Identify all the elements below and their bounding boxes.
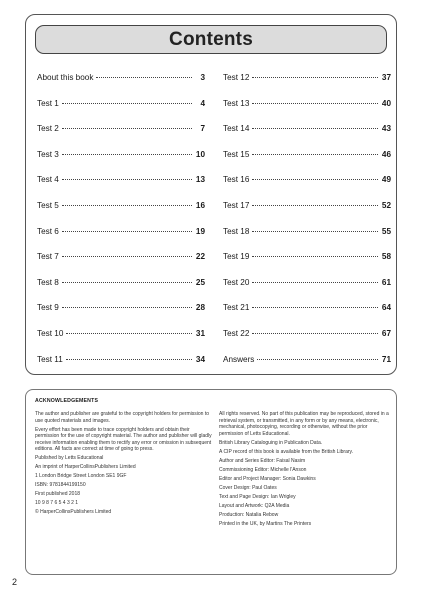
acknowledgement-paragraph: ISBN: 9781844199150 [35, 482, 86, 489]
acknowledgement-paragraph: Author and Series Editor: Faisal Nasim [219, 457, 306, 464]
toc-dot-leader [66, 333, 192, 334]
toc-dot-leader [62, 307, 192, 308]
acknowledgement-paragraph: Printed in the UK, by Martins The Printers [219, 520, 312, 527]
toc-entry [37, 329, 205, 355]
toc-entry [223, 124, 391, 150]
toc-entry [223, 99, 391, 125]
acknowledgement-paragraph: Every effort has been made to trace copyright holders and obtain their permission for the use of copyright material. The author and publisher will gladly receive information enabling them to rectify any error or omission in subsequent editions. All facts are correct at time of going to press. [35, 426, 212, 453]
toc-entry-label: Test 7 [37, 252, 59, 262]
toc-dot-leader [252, 103, 378, 104]
acknowledgement-paragraph: An imprint of HarperCollinsPublishers Limited [35, 464, 136, 471]
toc-dot-leader [257, 359, 378, 360]
toc-entry-label: Test 17 [223, 200, 250, 210]
toc-entry-label: Test 15 [223, 149, 250, 159]
toc-entry [37, 227, 205, 253]
acknowledgement-paragraph: © HarperCollinsPublishers Limited [35, 509, 112, 516]
toc-dot-leader [252, 154, 378, 155]
toc-entry [223, 355, 391, 381]
toc-entry-label: Test 12 [223, 73, 250, 82]
toc-entry [223, 73, 391, 99]
toc-entry-page: 61 [381, 277, 391, 287]
toc-entry-label: Test 11 [37, 354, 63, 364]
toc-entry-label: Test 2 [37, 124, 59, 134]
toc-entry [223, 329, 391, 355]
toc-entry-page: 64 [381, 303, 391, 313]
toc-entry [223, 227, 391, 253]
toc-entry-page: 49 [381, 175, 391, 185]
acknowledgements-panel [25, 389, 397, 575]
toc-dot-leader [252, 256, 378, 257]
toc-entry-page: 22 [195, 252, 205, 262]
toc-entry-label: Test 3 [37, 149, 59, 159]
toc-dot-leader [252, 333, 378, 334]
toc-entry-label: Test 1 [37, 98, 59, 108]
contents-title: Contents [169, 28, 253, 50]
toc-dot-leader [252, 179, 378, 180]
toc-entry-label: Test 6 [37, 226, 59, 236]
toc-dot-leader [62, 103, 192, 104]
acknowledgement-paragraph: Commissioning Editor: Michelle l'Anson [219, 466, 307, 473]
toc-entry [37, 150, 205, 176]
toc-entry-label: Test 18 [223, 226, 250, 236]
toc-entry-label: Test 19 [223, 252, 250, 262]
toc-entry-label: Test 16 [223, 175, 250, 185]
contents-panel [25, 14, 397, 375]
toc-entry [223, 201, 391, 227]
acknowledgements-left-column [35, 411, 215, 518]
toc-entry-page: 13 [195, 175, 205, 185]
toc-entry-label: Test 4 [37, 175, 59, 185]
acknowledgement-paragraph: 1 London Bridge Street London SE1 9GF [35, 473, 127, 480]
toc-entry-label: Test 22 [223, 328, 250, 338]
toc-entry [223, 303, 391, 329]
toc-dot-leader [62, 231, 192, 232]
toc-entry-page: 16 [195, 200, 205, 210]
toc-entry-label: Test 13 [223, 98, 250, 108]
toc-dot-leader [62, 128, 192, 129]
toc-entry [223, 252, 391, 278]
toc-entry-page: 10 [195, 149, 205, 159]
acknowledgements-heading: ACKNOWLEDGEMENTS [35, 398, 99, 404]
acknowledgement-paragraph: Cover Design: Paul Oates [219, 484, 277, 491]
toc-entry-label: Test 21 [223, 303, 250, 313]
toc-entry-page: 40 [381, 98, 391, 108]
acknowledgement-paragraph: Layout and Artwork: Q2A Media [219, 502, 290, 509]
toc-entry [37, 99, 205, 125]
toc-entry-page: 7 [200, 124, 205, 134]
toc-entry [37, 73, 205, 99]
page-number: 2 [12, 577, 18, 587]
toc-left-column [37, 73, 205, 380]
toc-entry [37, 201, 205, 227]
toc-entry-page: 46 [381, 149, 391, 159]
toc-entry-label: Test 5 [37, 200, 59, 210]
acknowledgement-paragraph: Production: Natalia Rebow [219, 511, 279, 518]
toc-dot-leader [62, 282, 192, 283]
toc-entry-page: 34 [195, 354, 205, 364]
acknowledgement-paragraph: Text and Page Design: Ian Wrigley [219, 493, 296, 500]
toc-dot-leader [62, 154, 192, 155]
acknowledgement-paragraph: Editor and Project Manager: Sonia Dawkins [219, 475, 316, 482]
toc-entry-label: Test 10 [37, 328, 64, 338]
toc-entry [37, 175, 205, 201]
toc-entry-page: 71 [381, 354, 391, 364]
toc-entry-label: Test 14 [223, 124, 250, 134]
acknowledgement-paragraph: The author and publisher are grateful to the copyright holders for permission to use quoted materials and images. [35, 411, 209, 424]
acknowledgements-right-column [219, 411, 391, 530]
toc-entry [223, 150, 391, 176]
toc-entry [37, 355, 205, 381]
toc-entry-label: Answers [223, 354, 255, 364]
toc-dot-leader [252, 282, 378, 283]
toc-entry-page: 43 [381, 124, 391, 134]
toc-dot-leader [66, 359, 192, 360]
toc-dot-leader [252, 231, 378, 232]
acknowledgement-paragraph: A CIP record of this book is available from the British Library. [219, 448, 354, 455]
toc-entry-label: Test 8 [37, 277, 59, 287]
toc-entry-page: 3 [200, 73, 205, 82]
toc-entry-label: Test 9 [37, 303, 59, 313]
toc-entry-page: 28 [195, 303, 205, 313]
toc-entry [37, 124, 205, 150]
toc-dot-leader [96, 77, 192, 78]
toc-entry [37, 278, 205, 304]
toc-dot-leader [252, 307, 378, 308]
toc-entry-page: 58 [381, 252, 391, 262]
toc-entry-page: 55 [381, 226, 391, 236]
toc-dot-leader [62, 179, 192, 180]
acknowledgement-paragraph: British Library Cataloguing in Publication Data. [219, 439, 323, 446]
toc-entry-page: 31 [195, 328, 205, 338]
acknowledgement-paragraph: All rights reserved. No part of this publication may be reproduced, stored in a retrieval system, or transmitted, in any form or by any means, electronic, mechanical, photocopying, recording or otherwise, without the prior permission of Letts Educational. [219, 411, 389, 437]
toc-entry [37, 303, 205, 329]
acknowledgement-paragraph: Published by Letts Educational [35, 455, 104, 462]
toc-right-column [223, 73, 391, 380]
toc-entry-page: 19 [195, 226, 205, 236]
toc-entry [37, 252, 205, 278]
toc-dot-leader [252, 205, 378, 206]
toc-entry-page: 37 [381, 73, 391, 82]
toc-dot-leader [252, 128, 378, 129]
toc-dot-leader [62, 205, 192, 206]
toc-entry-page: 67 [381, 328, 391, 338]
acknowledgement-paragraph: 10 9 8 7 6 5 4 3 2 1 [35, 500, 79, 507]
toc-entry-page: 25 [195, 277, 205, 287]
toc-entry-page: 52 [381, 200, 391, 210]
acknowledgement-paragraph: First published 2018 [35, 491, 81, 498]
toc-entry [223, 278, 391, 304]
toc-entry [223, 175, 391, 201]
toc-dot-leader [62, 256, 192, 257]
toc-dot-leader [252, 77, 378, 78]
contents-title-bar [35, 25, 387, 54]
toc-entry-label: Test 20 [223, 277, 250, 287]
toc-entry-page: 4 [200, 98, 205, 108]
toc-entry-label: About this book [37, 73, 94, 82]
